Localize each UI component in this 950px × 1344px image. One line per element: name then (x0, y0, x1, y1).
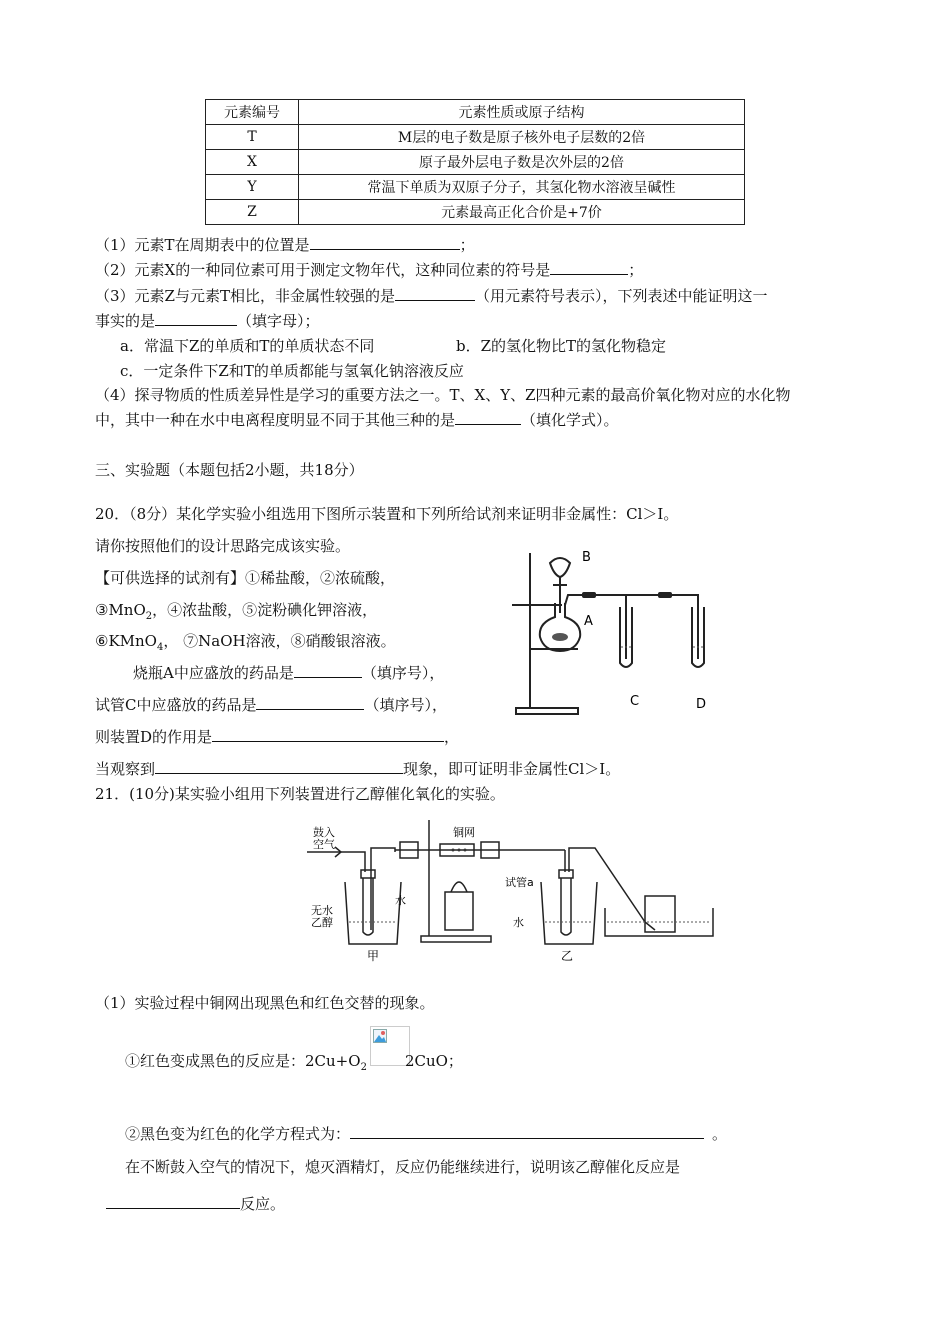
label-water-yi: 水 (513, 916, 524, 929)
table-row (206, 150, 745, 175)
chlorine-apparatus-figure (508, 545, 738, 720)
table-cell: M层的电子数是原子核外电子层数的2倍 (299, 125, 745, 150)
label-c: C (630, 694, 640, 709)
q19-part3-cont: （用元素符号表示），下列表述中能证明这一 (474, 287, 768, 305)
option-a: a．常温下Z的单质和T的单质状态不同 (120, 337, 375, 355)
q19-part4-end: （填化学式）。 (521, 411, 619, 429)
question-text: 则装置D的作用是 (95, 728, 213, 746)
eq-text: ①红色变成黑色的反应是：2Cu+O (125, 1052, 361, 1070)
question-text-end: 现象，即可证明非金属性Cl＞I。 (403, 760, 621, 778)
label-air-2: 空气 (313, 838, 335, 851)
reagent-text: ，④浓盐酸，⑤淀粉碘化钾溶液， (152, 601, 378, 619)
label-ethanol-2: 乙醇 (311, 916, 333, 929)
answer-blank[interactable] (455, 410, 521, 425)
eq-text: ②黑色变为红色的化学方程式为： (125, 1125, 351, 1143)
q19-part3b (95, 310, 320, 331)
q19-part2-end: ； (628, 261, 644, 279)
q19-part1-end: ； (459, 236, 475, 254)
question-text-end: （填序号）， (364, 696, 447, 714)
q20-intro2: 请你按照他们的设计思路完成该实验。 (95, 537, 351, 555)
table-header-cell: 元素性质或原子结构 (299, 100, 745, 125)
label-ethanol-1: 无水 (311, 904, 333, 917)
eq-text-end: 。 (712, 1125, 728, 1143)
table-cell: 常温下单质为双原子分子，其氢化物水溶液呈碱性 (299, 175, 745, 200)
image-icon (373, 1029, 387, 1043)
reagents-line2 (95, 599, 377, 622)
label-a: A (584, 614, 593, 629)
question-text-end: ， (444, 728, 460, 746)
q21-part1: （1）实验过程中铜网出现黑色和红色交替的现象。 (95, 994, 435, 1012)
q21-part4-end: 反应。 (240, 1195, 286, 1213)
label-b: B (582, 550, 591, 565)
q21-part4 (106, 1193, 285, 1214)
q20-intro: 20．（8分）某化学实验小组选用下图所示装置和下列所给试剂来证明非金属性：Cl＞I。 (95, 505, 679, 523)
label-tube-a: 试管a (505, 876, 534, 889)
reagents-line1: 【可供选择的试剂有】①稀盐酸，②浓硫酸， (95, 569, 396, 587)
answer-blank[interactable] (395, 286, 475, 301)
table-cell: Z (206, 200, 299, 225)
q19-part3-text: （3）元素Z与元素T相比，非金属性较强的是 (95, 287, 395, 305)
question-text: 当观察到 (95, 760, 156, 778)
table-row (206, 175, 745, 200)
answer-blank[interactable] (212, 727, 444, 742)
answer-blank[interactable] (155, 759, 403, 774)
stand-base (516, 708, 578, 714)
q19-part4-line1: （4）探寻物质的性质差异性是学习的重要方法之一。T、X、Y、Z四种元素的最高价氧化物对应的水化物 (95, 386, 791, 404)
table-header-cell: 元素编号 (206, 100, 299, 125)
subscript: 4 (156, 642, 164, 653)
eq1-line (125, 1050, 463, 1073)
answer-blank[interactable] (310, 235, 460, 250)
element-table (205, 99, 745, 225)
q19-part3b-end: （填字母）； (237, 312, 320, 330)
q20-observe-question (95, 758, 620, 779)
question-text-end: （填序号）， (361, 664, 445, 682)
q19-part1-text: （1）元素T在周期表中的位置是 (95, 236, 310, 254)
q19-part2-text: （2）元素X的一种同位素可用于测定文物年代，这种同位素的符号是 (95, 261, 551, 279)
question-text: 试管C中应盛放的药品是 (95, 696, 257, 714)
reagents-line3 (95, 630, 396, 653)
option-b: b．Z的氢化物比T的氢化物稳定 (456, 337, 667, 355)
q20-d-question (95, 726, 459, 747)
question-text: 烧瓶A中应盛放的药品是 (133, 664, 294, 682)
reagent-text: ③MnO (95, 601, 146, 619)
label-yi: 乙 (561, 949, 574, 962)
subscript: 2 (145, 611, 153, 622)
q21-part3: 在不断鼓入空气的情况下，熄灭酒精灯，反应仍能继续进行，说明该乙醇催化反应是 (125, 1158, 681, 1176)
q19-part3 (95, 285, 768, 306)
ethanol-oxidation-figure (305, 812, 733, 962)
table-row (206, 200, 745, 225)
alcohol-lamp (445, 892, 473, 930)
answer-blank[interactable] (350, 1124, 704, 1139)
answer-blank[interactable] (294, 663, 362, 678)
table-cell: Y (206, 175, 299, 200)
table-cell: T (206, 125, 299, 150)
q19-part4-line2 (95, 409, 619, 430)
table-cell: 元素最高正化合价是+7价 (299, 200, 745, 225)
label-jia: 甲 (367, 949, 380, 962)
option-c: c．一定条件下Z和T的单质都能与氢氧化钠溶液反应 (120, 362, 464, 380)
table-cell: 原子最外层电子数是次外层的2倍 (299, 150, 745, 175)
table-row (206, 125, 745, 150)
answer-blank[interactable] (155, 311, 237, 326)
eq2-line (125, 1123, 727, 1144)
eq-text: 2CuO； (404, 1052, 463, 1070)
label-air-1: 鼓入 (313, 826, 335, 839)
q19-part4-text: 中，其中一种在水中电离程度明显不同于其他三种的是 (95, 411, 456, 429)
q20-tube-question (95, 694, 447, 715)
reagent-text: ， ⑦NaOH溶液，⑧硝酸银溶液。 (163, 632, 396, 650)
answer-blank[interactable] (256, 695, 364, 710)
q20-flask-question (133, 662, 444, 683)
q19-part3b-text: 事实的是 (95, 312, 156, 330)
label-d: D (696, 697, 707, 712)
separatory-funnel (550, 558, 570, 577)
label-copper-mesh: 铜网 (453, 826, 475, 839)
section-heading: 三、实验题（本题包括2小题，共18分） (95, 461, 364, 479)
table-cell: X (206, 150, 299, 175)
q19-part2 (95, 259, 643, 280)
reagent-text: ⑥KMnO (95, 632, 157, 650)
answer-blank[interactable] (550, 260, 628, 275)
collection-bottle (645, 896, 675, 932)
subscript: 2 (360, 1062, 367, 1073)
answer-blank[interactable] (106, 1194, 240, 1209)
q21-intro: 21．(10分)某实验小组用下列装置进行乙醇催化氧化的实验。 (95, 785, 505, 803)
label-water-jia: 水 (395, 894, 406, 907)
q19-part1 (95, 234, 475, 255)
table-header-row (206, 100, 745, 125)
